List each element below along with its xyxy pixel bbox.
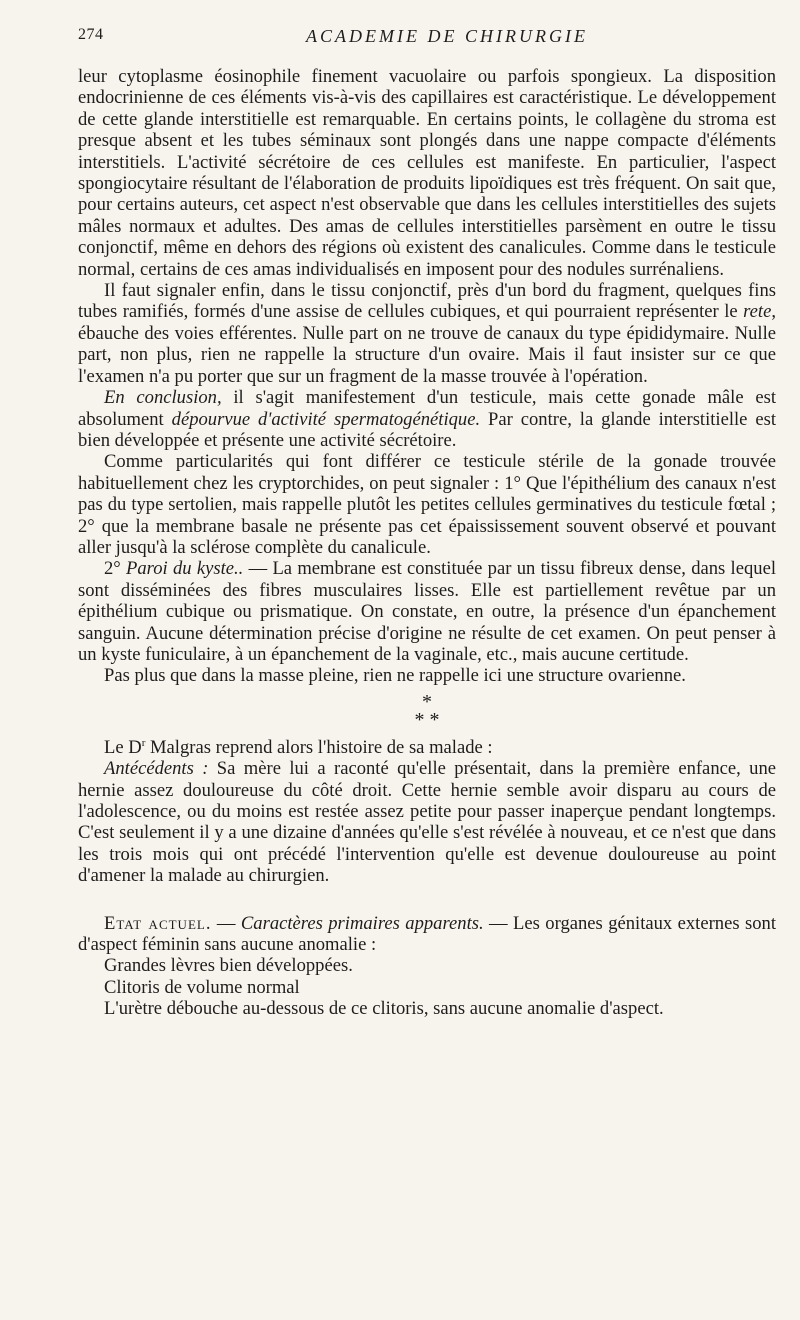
text-run: Sa mère lui a raconté qu'elle présentait, dans la première enfance, une hernie assez douloureuse du côté droit. Cette hernie semble avoir disparu au cours de l'adolescence, ou du moins est restée assez petite pour passer inaperçue pendant longtemps. C'est seulement il y a une dizaine d'années qu'elle s'est révélée à nouveau, et ce n'est que dans les trois mois qui ont précédé l'intervention qu'elle est devenue douloureuse au point d'amener la malade au chirurgien. (78, 758, 777, 887)
superscript: r (141, 736, 146, 749)
italic-run: En conclusion, (104, 387, 222, 409)
italic-run: Paroi du kyste.. (126, 558, 244, 580)
text-run: — La membrane est constituée par un tissu fibreux dense, dans lequel sont disséminées des fibres musculaires lisses. Elle est partiellement revêtue par un épithélium cubique ou prismatique. On constate, en outre, la présence d'un épanchement sanguin. Aucune détermination précise d'origine ne résulte de cet examen. On peut penser à un kyste funiculaire, à un épanchement de la vaginale, etc., mais aucune certitude. (78, 558, 776, 665)
text-run: il s'agit manifestement d'un testicule, mais cette gonade mâle est absolument (78, 387, 776, 430)
asterism (78, 690, 776, 731)
text-run: 2° (104, 558, 127, 580)
text-run: Par contre, la glande interstitielle est bien développée et présente une activité sécrétoire. (78, 408, 777, 451)
paragraph-12: L'urètre débouche au-dessous de ce clitoris, sans aucune anomalie d'aspect. (104, 998, 664, 1020)
text-run: Le D (104, 736, 142, 758)
paragraph-6: Pas plus que dans la masse pleine, rien ne rappelle ici une structure ovarienne. (104, 665, 686, 687)
asterism-top: * (422, 690, 432, 713)
smallcaps-run: Etat actuel. (104, 912, 212, 934)
paragraph-3 (78, 387, 776, 451)
page-header (78, 26, 776, 50)
paragraph-9 (78, 913, 776, 956)
text-run: Malgras reprend alors l'histoire de sa malade : (145, 736, 493, 758)
paragraph-7 (78, 737, 776, 758)
paragraph-4: Comme particularités qui font différer ce testicule stérile de la gonade trouvée habituellement chez les cryptorchides, on peut signaler : 1° Que l'épithélium des canaux n'est pas du type sertolien, mais rappelle plutôt les petites cellules germinatives du testicule fœtal ; 2° que la membrane basale ne présente pas cet épaississement souvent observé et pouvant aller jusqu'à la sclérose complète du canalicule. (78, 451, 776, 558)
text-run: , ébauche des voies efférentes. Nulle part on ne trouve de canaux du type épididymaire. Nulle part, non plus, rien ne rappelle la structure d'un ovaire. Mais il faut insister sur ce que l'examen n'a pu porter que sur un fragment de la masse trouvée à l'opération. (78, 301, 776, 387)
asterism-bottom: * * (414, 708, 440, 731)
italic-run: Antécédents : (104, 758, 209, 780)
italic-run: rete (743, 301, 772, 323)
italic-run: Caractères primaires apparents. (240, 912, 484, 934)
paragraph-10: Grandes lèvres bien développées. (104, 955, 353, 977)
text-run: — (211, 912, 241, 934)
page-number: 274 (78, 26, 104, 43)
paragraph-5 (78, 558, 776, 665)
paragraph-1: leur cytoplasme éosinophile finement vacuolaire ou parfois spongieux. La disposition endocrinienne de ces éléments vis-à-vis des capillaires est caractéristique. Le développement de cette glande interstitielle est remarquable. En certains points, le collagène du stroma est presque absent et les tubes séminaux sont plongés dans une nappe compacte d'éléments interstitiels. L'activité sécrétoire de ces cellules est manifeste. En particulier, l'aspect spongiocytaire résultant de l'élaboration de produits lipoïdiques est très fréquent. On sait que, pour certains auteurs, cet aspect n'est observable que dans les cellules interstitielles des sujets mâles normaux et adultes. Des amas de cellules interstitielles parsèment en outre le tissu conjonctif, même en dehors des régions où existent des canalicules. Comme dans le testicule normal, certains de ces amas individualisés en imposent pour des nodules surrénaliens. (78, 66, 776, 280)
running-title: ACADEMIE DE CHIRURGIE (306, 26, 588, 46)
text-run: — Les organes génitaux externes sont d'aspect féminin sans aucune anomalie : (78, 912, 776, 956)
paragraph-11: Clitoris de volume normal (104, 976, 300, 998)
text-run: Il faut signaler enfin, dans le tissu conjonctif, près d'un bord du fragment, quelques fins tubes ramifiés, formés d'une assise de cellules cubiques, et qui pourraient représenter le (78, 280, 776, 323)
paragraph-2 (78, 280, 776, 387)
paragraph-8 (78, 758, 776, 886)
body-text (78, 66, 776, 1020)
italic-run: dépourvue d'activité spermatogénétique. (171, 408, 481, 430)
